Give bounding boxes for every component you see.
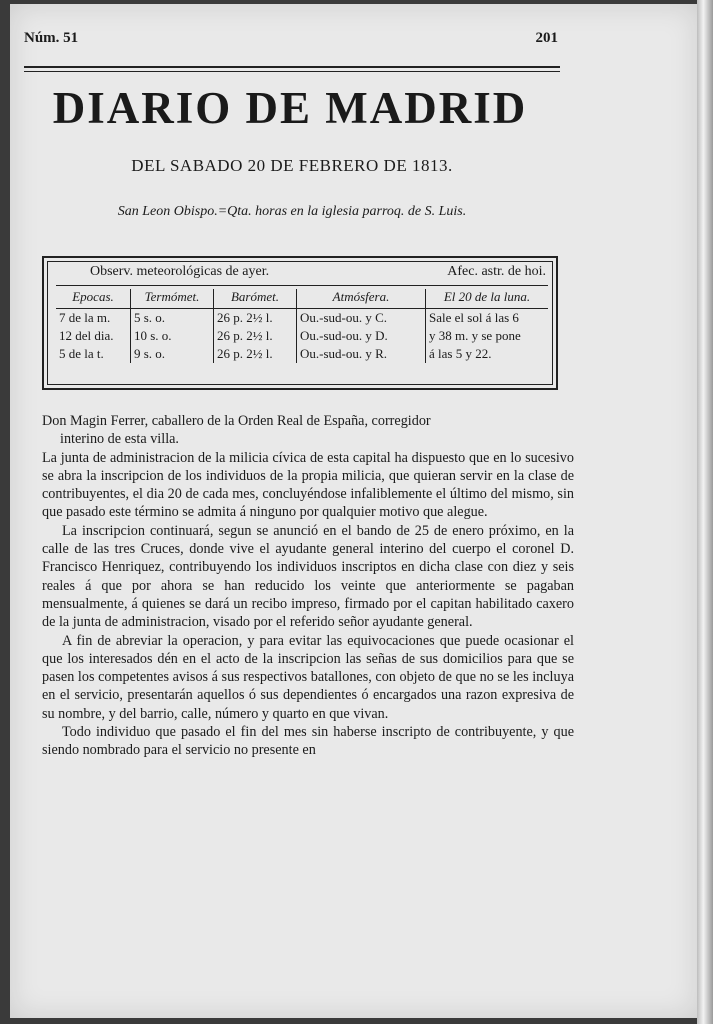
article-paragraph: La inscripcion continuará, segun se anunció en el bando de 25 de enero próximo, en la calle de las tres Cruces, donde vive el ayudante general interino del cuerpo el coronel D. Francisco Henriquez, contribuyendo los individuos inscriptos en dicha clase con diez y seis reales á que por ahora se han reducido los veinte que anteriormente se pagaban mensualmente, á quienes se dará un recibo impreso, firmado por el capitan habilitado caxero de la junta de administracion, visado por el referido señor ayudante general. xyxy=(42,522,574,631)
page-header xyxy=(24,30,558,47)
cell-luna: á las 5 y 22. xyxy=(429,346,492,361)
meteorological-title-row xyxy=(54,264,546,280)
cell-barometro: 26 p. 2½ l. xyxy=(214,345,297,363)
table-row xyxy=(56,345,548,363)
cell-termometro: 9 s. o. xyxy=(131,345,214,363)
table-header-row xyxy=(56,289,548,309)
cell-epoca: 12 del dia. xyxy=(56,327,131,345)
article-heading-continuation: interino de esta villa. xyxy=(60,431,179,448)
page-edge xyxy=(697,0,713,1024)
cell-barometro: 26 p. 2½ l. xyxy=(214,327,297,345)
cell-atmosfera: Ou.-sud-ou. y D. xyxy=(297,327,426,345)
meteorological-table xyxy=(56,289,548,363)
cell-luna: Sale el sol á las 6 xyxy=(429,310,519,325)
issue-number: Núm. 51 xyxy=(24,30,79,46)
col-header-epocas: Epocas. xyxy=(56,289,131,309)
dateline: DEL SABADO 20 DE FEBRERO DE 1813. xyxy=(131,156,453,175)
cell-termometro: 10 s. o. xyxy=(131,327,214,345)
article-paragraph: A fin de abreviar la operacion, y para evitar las equivocaciones que puede ocasionar el que los interesados dén en el acto de la inscripcion las señas de sus domicilios para que se pasen los competentes avisos á sus respectivos batallones, con objeto de que no se les incluya en el servicio, presentarán aquellos ó sus dependientes ó encargados una razon expresiva de su nombre, y del barrio, calle, número y quarto en que vivan. xyxy=(42,632,574,722)
col-header-luna: El 20 de la luna. xyxy=(426,289,549,309)
col-header-termometro: Termómet. xyxy=(131,289,214,309)
article-body xyxy=(42,412,574,760)
cell-luna: y 38 m. y se pone xyxy=(429,328,521,343)
meteorological-table-box xyxy=(42,256,558,390)
masthead-title: DIARIO DE MADRID xyxy=(52,83,528,133)
col-header-atmosfera: Atmósfera. xyxy=(297,289,426,309)
table-row xyxy=(56,309,548,328)
saint-of-day-line: San Leon Obispo.=Qta. horas en la iglesia parroq. de S. Luis. xyxy=(117,204,467,219)
table-top-rule xyxy=(56,285,548,286)
cell-epoca: 7 de la m. xyxy=(56,309,131,328)
cell-atmosfera: Ou.-sud-ou. y C. xyxy=(297,309,426,328)
cell-epoca: 5 de la t. xyxy=(56,345,131,363)
article-paragraph: La junta de administracion de la milicia cívica de esta capital ha dispuesto que en lo sucesivo se abra la inscripcion de los individuos de la propia milicia, que quieran servir en la clase de contribuyentes, el dia 20 de cada mes, concluyéndose infaliblemente el último del mismo, sin que pasado este término se admita á ninguno por qualquier motivo que alegue. xyxy=(42,449,574,521)
header-rule xyxy=(24,66,560,72)
cell-atmosfera: Ou.-sud-ou. y R. xyxy=(297,345,426,363)
page-number: 201 xyxy=(535,30,558,46)
cell-termometro: 5 s. o. xyxy=(131,309,214,328)
table-row xyxy=(56,327,548,345)
cell-barometro: 26 p. 2½ l. xyxy=(214,309,297,328)
astronomical-title: Afec. astr. de hoi. xyxy=(447,264,546,279)
col-header-barometro: Barómet. xyxy=(214,289,297,309)
article-heading: Don Magin Ferrer, caballero de la Orden Real de España, corregidor xyxy=(42,413,431,429)
article-paragraph: Todo individuo que pasado el fin del mes sin haberse inscripto de contribuyente, y que siendo nombrado para el servicio no presente en xyxy=(42,724,574,759)
meteorological-title: Observ. meteorológicas de ayer. xyxy=(90,264,270,279)
